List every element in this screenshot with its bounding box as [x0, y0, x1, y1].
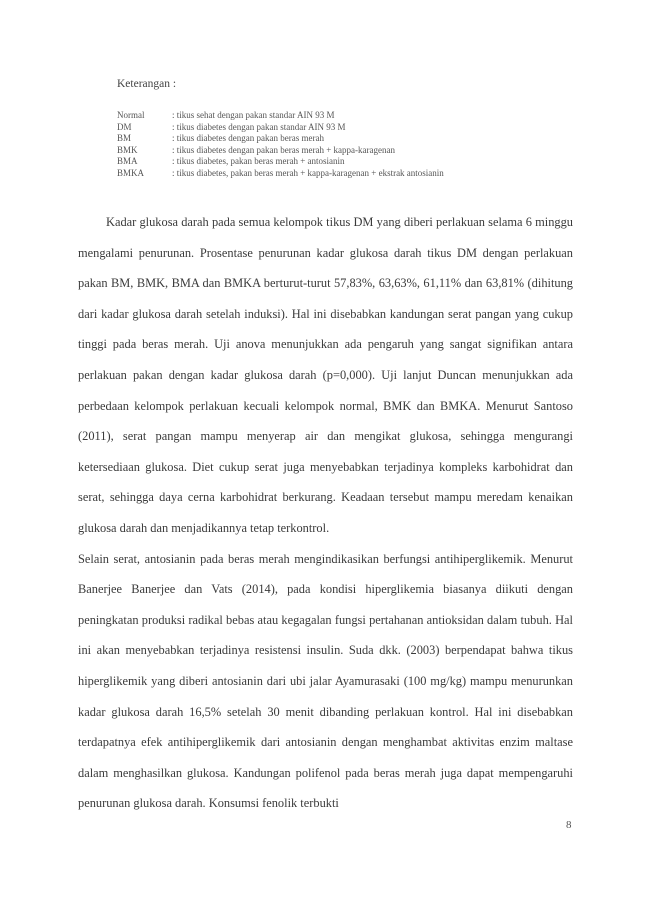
legend-desc: : tikus diabetes, pakan beras merah + kappa-karagenan + ekstrak antosianin	[172, 167, 444, 178]
legend-title: Keterangan :	[117, 78, 177, 90]
legend-list	[117, 110, 444, 179]
legend-abbr: BMA	[117, 156, 138, 166]
legend-desc: : tikus diabetes dengan pakan beras merah + kappa-karagenan	[172, 144, 395, 155]
body-text	[78, 207, 573, 819]
legend-desc: : tikus diabetes, pakan beras merah + antosianin	[172, 156, 345, 166]
legend-desc: : tikus sehat dengan pakan standar AIN 93 M	[172, 110, 335, 120]
legend-item	[117, 133, 444, 145]
legend-abbr: BM	[117, 133, 132, 143]
legend-abbr: BMK	[117, 144, 138, 155]
paragraph-2: Selain serat, antosianin pada beras merah mengindikasikan berfungsi antihiperglikemik. Menurut Banerjee Banerjee dan Vats (2014), pada kondisi hiperglikemia biasanya diikuti dengan peningkatan produksi radikal bebas atau kegagalan fungsi pertahanan antioksidan dalam tubuh. Hal ini akan menyebabkan terjadinya resistensi insulin. Suda dkk. (2003) berpendapat bahwa tikus hiperglikemik yang diberi antosianin dari ubi jalar Ayamurasaki (100 mg/kg) mampu menurunkan kadar glukosa darah 16,5% setelah 30 menit dibanding perlakuan kontrol. Hal ini disebabkan terdapatnya efek antihiperglikemik dari antosianin dengan menghambat aktivitas enzim maltase dalam menghasilkan glukosa. Kandungan polifenol pada beras merah juga dapat mempengaruhi penurunan glukosa darah. Konsumsi fenolik terbukti	[78, 551, 573, 811]
legend-abbr: BMKA	[117, 167, 145, 178]
page-number: 8	[566, 819, 572, 831]
legend-abbr: DM	[117, 121, 132, 132]
legend-item	[117, 145, 444, 157]
legend-item	[117, 122, 444, 134]
legend-desc: : tikus diabetes dengan pakan beras merah	[172, 133, 324, 143]
legend-item	[117, 156, 444, 168]
legend-abbr: Normal	[117, 110, 145, 120]
legend-item	[117, 168, 444, 180]
paragraph-1: Kadar glukosa darah pada semua kelompok tikus DM yang diberi perlakuan selama 6 minggu mengalami penurunan. Prosentase penurunan kadar glukosa darah tikus DM dengan perlakuan pakan BM, BMK, BMA dan BMKA berturut-turut 57,83%, 63,63%, 61,11% dan 63,81% (dihitung dari kadar glukosa darah setelah induksi). Hal ini disebabkan kandungan serat pangan yang cukup tinggi pada beras merah. Uji anova menunjukkan ada pengaruh yang sangat signifikan antara perlakuan pakan dengan kadar glukosa darah (p=0,000). Uji lanjut Duncan menunjukkan ada perbedaan kelompok perlakuan kecuali kelompok normal, BMK dan BMKA. Menurut Santoso (2011), serat pangan mampu menyerap air dan mengikat glukosa, sehingga mengurangi ketersediaan glukosa. Diet cukup serat juga menyebabkan terjadinya kompleks karbohidrat dan serat, sehingga daya cerna karbohidrat berkurang. Keadaan tersebut mampu meredam kenaikan glukosa darah dan menjadikannya tetap terkontrol.	[78, 215, 573, 535]
legend-item	[117, 110, 444, 122]
legend-desc: : tikus diabetes dengan pakan standar AIN 93 M	[172, 121, 346, 132]
